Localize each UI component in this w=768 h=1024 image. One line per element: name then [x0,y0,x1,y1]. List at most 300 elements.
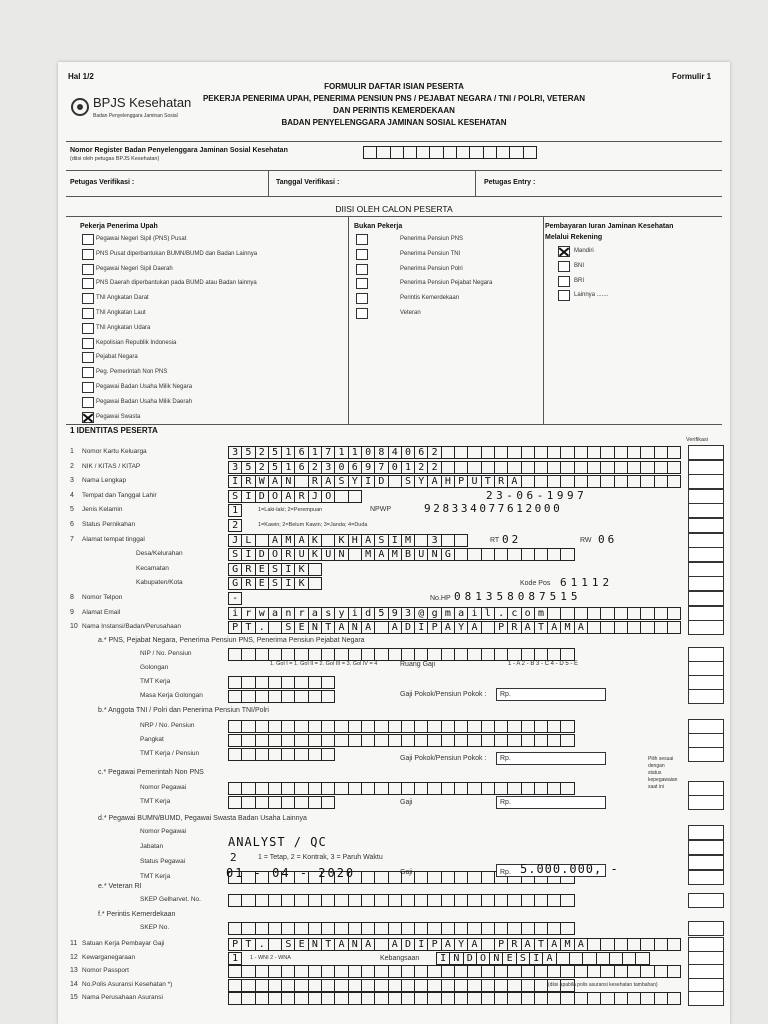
identitas-field-cell[interactable]: c [508,607,521,620]
identitas-field-cell[interactable] [575,461,588,474]
subsection-field-cell[interactable] [349,734,362,747]
bottom-field-cell[interactable] [588,965,601,978]
identitas-field-cell[interactable]: I [282,563,295,576]
verifikasi-box[interactable] [688,445,724,460]
subsection-field-cell[interactable] [535,922,548,935]
bottom-field-cell[interactable]: T [535,938,548,951]
pekerja-checkbox[interactable] [82,382,94,393]
identitas-field-cell[interactable] [522,475,535,488]
subsection-field-cell[interactable] [402,720,415,733]
subsection-field-cell[interactable] [455,922,468,935]
identitas-field-cell[interactable]: A [575,621,588,634]
bottom-field-cell[interactable] [535,992,548,1005]
identitas-field-cell[interactable]: G [229,563,242,576]
subsection-field-cell[interactable] [428,894,441,907]
bottom-field-cell[interactable] [548,965,561,978]
subsection-field-cell[interactable] [295,690,308,703]
subsection-field-cell[interactable] [242,782,255,795]
identitas-field-cell[interactable]: 1 [282,446,295,459]
bottom-field-cell[interactable] [282,965,295,978]
verifikasi-box[interactable] [688,795,724,810]
identitas-field-cell[interactable]: 1 [349,446,362,459]
subsection-field-cell[interactable] [442,894,455,907]
identitas-field-cell[interactable]: . [256,621,269,634]
identitas-field-cell[interactable] [575,475,588,488]
bottom-field-cell[interactable] [522,979,535,992]
subsection-field-cell[interactable] [415,894,428,907]
identitas-field-cell[interactable] [442,534,455,547]
bottom-field-cell[interactable]: A [335,938,348,951]
identitas-field-cell[interactable]: P [455,475,468,488]
subsection-field-cell[interactable] [309,748,322,761]
identitas-field-cell[interactable]: U [468,475,481,488]
bottom-field[interactable] [228,979,575,992]
identitas-field[interactable] [228,461,681,474]
identitas-field-cell[interactable] [601,446,614,459]
subsection-field-cell[interactable] [335,894,348,907]
pekerja-checkbox[interactable] [82,367,94,378]
subsection-field-cell[interactable] [309,690,322,703]
bottom-field-cell[interactable]: A [468,938,481,951]
subsection-field-cell[interactable] [455,720,468,733]
bottom-field-cell[interactable] [269,979,282,992]
verifikasi-box[interactable] [688,675,724,690]
identitas-field-cell[interactable]: 5 [242,446,255,459]
bottom-field-cell[interactable] [362,979,375,992]
bottom-field-cell[interactable] [442,965,455,978]
identitas-field-cell[interactable] [628,446,641,459]
subsection-field-cell[interactable] [442,782,455,795]
kebangsaan-field-cell[interactable] [623,952,636,965]
subsection-field-cell[interactable] [548,720,561,733]
identitas-field-cell[interactable] [455,446,468,459]
verifikasi-box[interactable] [688,562,724,577]
identitas-field-cell[interactable]: a [455,607,468,620]
identitas-field-cell[interactable]: Y [415,475,428,488]
subsection-field-cell[interactable] [508,782,521,795]
bottom-field-cell[interactable] [668,965,681,978]
verifikasi-box[interactable] [688,719,724,734]
subsection-field-cell[interactable] [322,720,335,733]
bottom-field-cell[interactable]: D [402,938,415,951]
bottom-field-cell[interactable] [349,965,362,978]
identitas-field-cell[interactable] [522,446,535,459]
identitas-field-cell[interactable] [455,534,468,547]
verifikasi-box[interactable] [688,870,724,885]
subsection-field-cell[interactable] [482,871,495,884]
pekerja-checkbox[interactable] [82,234,94,245]
bottom-field-cell[interactable] [335,979,348,992]
subsection-field-cell[interactable] [295,748,308,761]
identitas-field-cell[interactable]: A [522,621,535,634]
identitas-field-cell[interactable]: . [495,607,508,620]
identitas-field[interactable] [228,519,242,532]
subsection-field-cell[interactable] [375,922,388,935]
identitas-field-cell[interactable] [468,446,481,459]
kebangsaan-field-cell[interactable]: I [530,952,543,965]
identitas-field-cell[interactable]: 2 [309,461,322,474]
subsection-field-cell[interactable] [229,782,242,795]
bottom-field-cell[interactable] [628,965,641,978]
identitas-field-cell[interactable]: 2 [428,461,441,474]
bottom-field-cell[interactable] [375,992,388,1005]
subsection-field-cell[interactable] [256,796,269,809]
bottom-field-cell[interactable] [548,992,561,1005]
subsection-field-cell[interactable] [282,690,295,703]
identitas-field-cell[interactable] [628,461,641,474]
bottom-field-cell[interactable]: P [428,938,441,951]
bottom-field-cell[interactable] [508,992,521,1005]
bottom-field-cell[interactable]: Y [455,938,468,951]
bottom-field-cell[interactable] [229,992,242,1005]
kebangsaan-field-cell[interactable]: N [450,952,463,965]
bottom-field-cell[interactable] [322,979,335,992]
subsection-field-cell[interactable] [455,648,468,661]
identitas-field-cell[interactable] [668,475,681,488]
bottom-field-cell[interactable]: T [242,938,255,951]
subsection-field-cell[interactable] [362,782,375,795]
identitas-field-cell[interactable]: A [375,548,388,561]
subsection-field-cell[interactable] [242,894,255,907]
pekerja-checkbox[interactable] [82,338,94,349]
bottom-field-cell[interactable] [242,979,255,992]
identitas-field-cell[interactable]: R [282,548,295,561]
bottom-field-cell[interactable] [375,938,388,951]
bottom-field-cell[interactable] [428,965,441,978]
subsection-field-cell[interactable] [535,720,548,733]
identitas-field-cell[interactable]: I [389,534,402,547]
identitas-field-cell[interactable]: 0 [335,461,348,474]
identitas-field-cell[interactable]: 1 [309,446,322,459]
subsection-field-cell[interactable] [295,734,308,747]
bottom-field-cell[interactable] [349,992,362,1005]
verifikasi-box[interactable] [688,661,724,676]
subsection-field-cell[interactable] [535,782,548,795]
bottom-field-cell[interactable]: A [362,938,375,951]
subsection-field-cell[interactable] [442,871,455,884]
kebangsaan-field-cell[interactable] [557,952,570,965]
bottom-field-cell[interactable] [588,938,601,951]
verifikasi-box[interactable] [688,620,724,635]
identitas-field-cell[interactable] [588,461,601,474]
identitas-field-cell[interactable] [641,475,654,488]
subsection-field-cell[interactable] [256,720,269,733]
subsection-field-cell[interactable] [468,648,481,661]
identitas-field-cell[interactable]: Y [349,475,362,488]
bottom-field-cell[interactable] [641,965,654,978]
kebangsaan-field-cell[interactable] [636,952,649,965]
subsection-field-cell[interactable] [229,690,242,703]
identitas-field-cell[interactable]: A [428,475,441,488]
identitas-field-cell[interactable]: 1 [335,446,348,459]
identitas-field-cell[interactable]: A [269,534,282,547]
bottom-field-cell[interactable] [615,992,628,1005]
identitas-field-cell[interactable]: 1 [282,461,295,474]
subsection-field-cell[interactable] [415,922,428,935]
identitas-field-cell[interactable]: U [415,548,428,561]
identitas-field-cell[interactable]: A [362,534,375,547]
bottom-field-cell[interactable] [615,938,628,951]
identitas-field-cell[interactable]: @ [415,607,428,620]
bottom-field-cell[interactable] [561,965,574,978]
identitas-field-cell[interactable]: I [242,548,255,561]
identitas-field-cell[interactable] [588,621,601,634]
subsection-field-cell[interactable] [482,782,495,795]
identitas-field-cell[interactable]: 5 [242,461,255,474]
verifikasi-box[interactable] [688,747,724,762]
subsection-field-cell[interactable] [375,782,388,795]
subsection-field-cell[interactable] [455,871,468,884]
subsection-field-cell[interactable] [389,734,402,747]
pembayaran-checkbox[interactable] [558,290,570,301]
bottom-field-cell[interactable] [229,965,242,978]
identitas-field-cell[interactable]: d [362,607,375,620]
bottom-field-cell[interactable] [535,979,548,992]
bottom-field-cell[interactable] [641,992,654,1005]
identitas-field-cell[interactable]: 1 [402,461,415,474]
subsection-field-cell[interactable] [229,748,242,761]
subsection-field-cell[interactable] [455,782,468,795]
bottom-field-cell[interactable] [615,965,628,978]
identitas-field-cell[interactable] [601,475,614,488]
subsection-field-cell[interactable] [242,922,255,935]
identitas-field-cell[interactable]: N [335,548,348,561]
identitas-field[interactable] [228,621,681,634]
subsection-field-cell[interactable] [322,894,335,907]
identitas-field-cell[interactable]: R [508,621,521,634]
subsection-field-cell[interactable] [256,748,269,761]
bottom-field-cell[interactable] [508,965,521,978]
subsection-field-cell[interactable] [335,922,348,935]
identitas-field-cell[interactable] [455,461,468,474]
subsection-field-cell[interactable] [242,734,255,747]
subsection-field-cell[interactable] [229,922,242,935]
identitas-field[interactable] [228,475,681,488]
identitas-field-cell[interactable] [508,446,521,459]
identitas-field-cell[interactable]: Y [455,621,468,634]
subsection-field-cell[interactable] [495,734,508,747]
bottom-field-cell[interactable] [575,992,588,1005]
identitas-field-cell[interactable] [455,548,468,561]
bottom-field-cell[interactable] [335,965,348,978]
identitas-field-cell[interactable] [575,446,588,459]
verifikasi-box[interactable] [688,647,724,662]
identitas-field-cell[interactable] [535,548,548,561]
identitas-field-cell[interactable] [641,461,654,474]
subsection-field-cell[interactable] [428,782,441,795]
gaji-c-field[interactable] [496,796,606,809]
identitas-field-cell[interactable] [615,475,628,488]
bottom-field-cell[interactable] [482,965,495,978]
identitas-field-cell[interactable]: K [335,534,348,547]
subsection-field-cell[interactable] [428,922,441,935]
subsection-field[interactable] [228,734,575,747]
identitas-field-cell[interactable]: A [468,621,481,634]
bottom-field-cell[interactable] [535,965,548,978]
kebangsaan-field-cell[interactable]: S [517,952,530,965]
identitas-field-cell[interactable]: 0 [402,446,415,459]
identitas-field-cell[interactable] [548,475,561,488]
identitas-field-cell[interactable] [588,475,601,488]
identitas-field-cell[interactable]: S [229,490,242,503]
verifikasi-box[interactable] [688,921,724,936]
subsection-field-cell[interactable] [561,894,574,907]
gaji-pokok-a-field[interactable] [496,688,606,701]
bottom-field-cell[interactable]: 1 [229,952,242,965]
subsection-field-cell[interactable] [229,720,242,733]
subsection-field-cell[interactable] [495,648,508,661]
bottom-field-cell[interactable] [495,979,508,992]
bottom-field-cell[interactable] [229,979,242,992]
pembayaran-checkbox[interactable] [558,276,570,287]
subsection-field-cell[interactable] [229,734,242,747]
identitas-field-cell[interactable] [335,490,348,503]
bottom-field-cell[interactable] [561,992,574,1005]
subsection-field-cell[interactable] [322,922,335,935]
subsection-field-cell[interactable] [455,734,468,747]
identitas-field-cell[interactable]: O [322,490,335,503]
bukan-checkbox[interactable] [356,278,368,289]
identitas-field-cell[interactable] [641,607,654,620]
identitas-field-cell[interactable]: S [335,475,348,488]
kebangsaan-field-cell[interactable] [570,952,583,965]
subsection-field-cell[interactable] [402,922,415,935]
subsection-field-cell[interactable] [522,782,535,795]
identitas-field-cell[interactable] [561,446,574,459]
bottom-field-cell[interactable] [375,965,388,978]
subsection-field-cell[interactable] [442,720,455,733]
identitas-field-cell[interactable] [349,548,362,561]
identitas-field-cell[interactable]: m [442,607,455,620]
verifikasi-box[interactable] [688,489,724,504]
bottom-field-cell[interactable] [668,992,681,1005]
identitas-field-cell[interactable] [628,621,641,634]
subsection-field-cell[interactable] [256,894,269,907]
bottom-field-cell[interactable]: A [389,938,402,951]
identitas-field-cell[interactable]: 6 [295,461,308,474]
bottom-field-cell[interactable] [309,992,322,1005]
subsection-field-cell[interactable] [269,734,282,747]
subsection-field[interactable] [228,720,575,733]
subsection-field[interactable] [228,782,575,795]
identitas-field-cell[interactable] [482,446,495,459]
identitas-field-cell[interactable] [668,446,681,459]
subsection-field-cell[interactable] [309,796,322,809]
pekerja-checkbox[interactable] [82,264,94,275]
identitas-field-cell[interactable] [601,607,614,620]
identitas-field-cell[interactable]: S [269,563,282,576]
verifikasi-box[interactable] [688,591,724,606]
identitas-field-cell[interactable]: A [362,621,375,634]
identitas-field-cell[interactable] [482,461,495,474]
subsection-field-cell[interactable] [375,720,388,733]
identitas-field-cell[interactable]: y [335,607,348,620]
bottom-field-cell[interactable] [508,979,521,992]
subsection-field-cell[interactable] [269,676,282,689]
identitas-field[interactable] [228,446,681,459]
identitas-field-cell[interactable] [389,475,402,488]
subsection-field-cell[interactable] [561,720,574,733]
subsection-field-cell[interactable] [468,782,481,795]
verifikasi-box[interactable] [688,991,724,1006]
identitas-field-cell[interactable]: 3 [428,534,441,547]
subsection-field-cell[interactable] [295,894,308,907]
subsection-field-cell[interactable] [309,782,322,795]
identitas-field-cell[interactable]: n [282,607,295,620]
identitas-field-cell[interactable]: J [309,490,322,503]
subsection-field-cell[interactable] [535,734,548,747]
identitas-field-cell[interactable]: L [242,534,255,547]
subsection-field-cell[interactable] [362,922,375,935]
identitas-field-cell[interactable]: B [402,548,415,561]
identitas-field-cell[interactable]: P [428,621,441,634]
identitas-field-cell[interactable] [668,461,681,474]
identitas-field[interactable] [228,577,322,590]
subsection-field-cell[interactable] [269,894,282,907]
subsection-field-cell[interactable] [229,648,242,661]
identitas-field-cell[interactable] [655,475,668,488]
identitas-field-cell[interactable]: E [295,621,308,634]
subsection-field-cell[interactable] [468,720,481,733]
subsection-field[interactable] [228,796,335,809]
bottom-field-cell[interactable] [628,938,641,951]
identitas-field-cell[interactable]: A [269,475,282,488]
bottom-field-cell[interactable] [495,965,508,978]
identitas-field-cell[interactable]: D [402,621,415,634]
bottom-field[interactable] [228,952,242,965]
identitas-field-cell[interactable] [256,534,269,547]
bukan-checkbox[interactable] [356,264,368,275]
kebangsaan-field-cell[interactable]: N [490,952,503,965]
identitas-field-cell[interactable]: M [561,621,574,634]
bottom-field-cell[interactable] [455,979,468,992]
verifikasi-box[interactable] [688,460,724,475]
identitas-field-cell[interactable]: H [349,534,362,547]
identitas-field-cell[interactable]: H [442,475,455,488]
identitas-field-cell[interactable]: A [508,475,521,488]
identitas-field-cell[interactable]: 5 [269,461,282,474]
pekerja-checkbox[interactable] [82,249,94,260]
subsection-field-cell[interactable] [415,720,428,733]
identitas-field-cell[interactable]: N [282,475,295,488]
identitas-field-cell[interactable]: A [442,621,455,634]
bottom-field-cell[interactable] [362,992,375,1005]
subsection-field-cell[interactable] [522,720,535,733]
identitas-field-cell[interactable]: N [428,548,441,561]
bottom-field-cell[interactable]: A [522,938,535,951]
identitas-field-cell[interactable] [322,534,335,547]
identitas-field-cell[interactable] [508,548,521,561]
subsection-field-cell[interactable] [295,782,308,795]
identitas-field-cell[interactable]: K [295,563,308,576]
bottom-field-cell[interactable] [242,965,255,978]
identitas-field[interactable] [228,563,322,576]
bottom-field-cell[interactable] [389,965,402,978]
identitas-field-cell[interactable] [349,490,362,503]
bukan-checkbox[interactable] [356,249,368,260]
subsection-field-cell[interactable] [322,690,335,703]
verifikasi-box[interactable] [688,533,724,548]
bottom-field-cell[interactable] [295,992,308,1005]
identitas-field-cell[interactable] [495,548,508,561]
identitas-field-cell[interactable]: K [295,577,308,590]
identitas-field-cell[interactable]: r [242,607,255,620]
identitas-field-cell[interactable] [668,607,681,620]
identitas-field-cell[interactable]: S [282,621,295,634]
bottom-field-cell[interactable] [468,965,481,978]
subsection-field-cell[interactable] [269,748,282,761]
subsection-field-cell[interactable] [375,894,388,907]
